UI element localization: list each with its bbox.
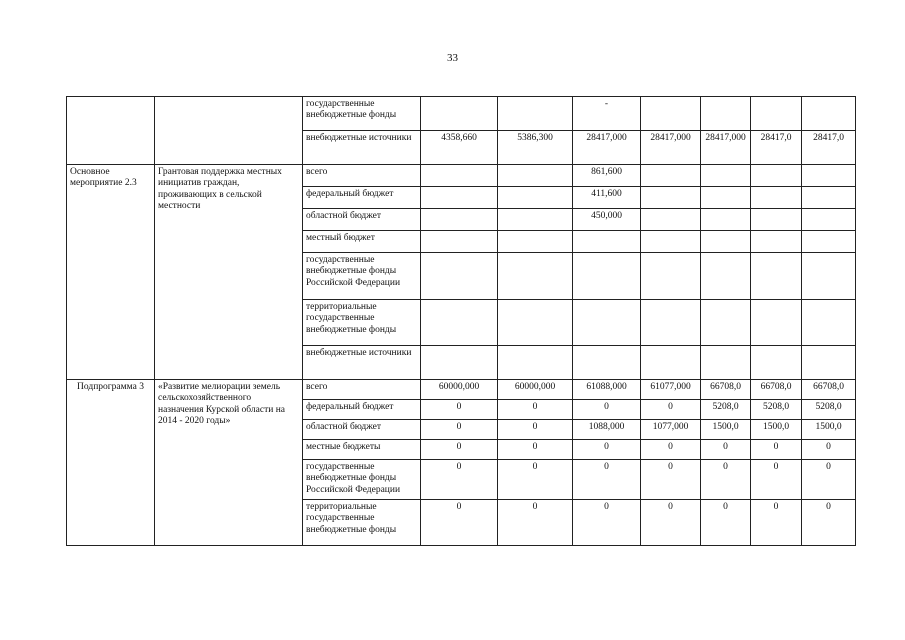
funding-source-cell: местный бюджет <box>303 231 421 253</box>
value-cell: 1077,000 <box>641 420 701 440</box>
value-cell <box>701 209 751 231</box>
value-cell: 861,600 <box>573 165 641 187</box>
value-cell <box>751 187 802 209</box>
value-cell <box>751 231 802 253</box>
value-cell <box>641 300 701 346</box>
value-cell: 0 <box>498 500 573 546</box>
value-cell: 0 <box>573 460 641 500</box>
value-cell: 0 <box>573 500 641 546</box>
value-cell <box>641 165 701 187</box>
page-number: 33 <box>447 52 458 64</box>
table-body <box>67 97 856 546</box>
value-cell: 0 <box>421 460 498 500</box>
funding-source-cell: областной бюджет <box>303 420 421 440</box>
budget-table <box>66 96 856 546</box>
value-cell: 0 <box>421 420 498 440</box>
value-cell: 0 <box>421 500 498 546</box>
value-cell <box>701 165 751 187</box>
value-cell <box>573 300 641 346</box>
status-cell: Подпрограмма 3 <box>67 380 155 546</box>
value-cell <box>751 209 802 231</box>
funding-source-cell: государственные внебюджетные фонды Российской Федерации <box>303 460 421 500</box>
value-cell <box>751 97 802 131</box>
value-cell <box>498 253 573 300</box>
value-cell <box>701 253 751 300</box>
value-cell <box>498 209 573 231</box>
value-cell: 5208,0 <box>802 400 856 420</box>
value-cell: 0 <box>751 460 802 500</box>
value-cell: 0 <box>498 460 573 500</box>
value-cell: 0 <box>701 500 751 546</box>
value-cell: 1500,0 <box>751 420 802 440</box>
value-cell: 0 <box>498 400 573 420</box>
value-cell: 61077,000 <box>641 380 701 400</box>
value-cell <box>701 231 751 253</box>
value-cell <box>498 165 573 187</box>
value-cell: 0 <box>751 440 802 460</box>
value-cell: 28417,000 <box>641 131 701 165</box>
value-cell: 0 <box>641 460 701 500</box>
value-cell: 5208,0 <box>701 400 751 420</box>
value-cell <box>641 231 701 253</box>
funding-source-cell: местные бюджеты <box>303 440 421 460</box>
value-cell: 0 <box>701 460 751 500</box>
funding-source-cell: федеральный бюджет <box>303 187 421 209</box>
value-cell <box>751 253 802 300</box>
value-cell <box>701 187 751 209</box>
value-cell <box>802 346 856 380</box>
status-cell <box>67 97 155 165</box>
value-cell <box>802 253 856 300</box>
funding-source-cell: государственные внебюджетные фонды <box>303 97 421 131</box>
value-cell: 66708,0 <box>751 380 802 400</box>
value-cell <box>421 165 498 187</box>
value-cell: 0 <box>802 460 856 500</box>
value-cell <box>802 165 856 187</box>
value-cell <box>421 209 498 231</box>
value-cell <box>421 253 498 300</box>
value-cell: 0 <box>641 440 701 460</box>
program-name-cell: Грантовая поддержка местных инициатив граждан, проживающих в сельской местности <box>155 165 303 380</box>
value-cell: 66708,0 <box>802 380 856 400</box>
value-cell: - <box>573 97 641 131</box>
value-cell <box>421 346 498 380</box>
value-cell <box>802 300 856 346</box>
value-cell: 411,600 <box>573 187 641 209</box>
table-row <box>67 97 856 131</box>
status-cell: Основное мероприятие 2.3 <box>67 165 155 380</box>
funding-source-cell: территориальные государственные внебюджетные фонды <box>303 500 421 546</box>
program-name-cell <box>155 97 303 165</box>
value-cell: 0 <box>421 440 498 460</box>
value-cell: 60000,000 <box>421 380 498 400</box>
value-cell <box>421 300 498 346</box>
value-cell: 0 <box>802 500 856 546</box>
value-cell: 0 <box>701 440 751 460</box>
value-cell <box>751 300 802 346</box>
value-cell <box>641 187 701 209</box>
value-cell: 5208,0 <box>751 400 802 420</box>
funding-source-cell: территориальные государственные внебюджетные фонды <box>303 300 421 346</box>
table-row <box>67 165 856 187</box>
value-cell: 0 <box>573 400 641 420</box>
funding-source-cell: внебюджетные источники <box>303 346 421 380</box>
value-cell <box>802 209 856 231</box>
value-cell: 0 <box>573 440 641 460</box>
value-cell <box>498 346 573 380</box>
table-row <box>67 380 856 400</box>
funding-source-cell: федеральный бюджет <box>303 400 421 420</box>
value-cell <box>701 346 751 380</box>
value-cell: 28417,0 <box>802 131 856 165</box>
value-cell <box>498 97 573 131</box>
value-cell: 66708,0 <box>701 380 751 400</box>
value-cell <box>421 231 498 253</box>
value-cell <box>802 231 856 253</box>
value-cell: 4358,660 <box>421 131 498 165</box>
value-cell: 0 <box>751 500 802 546</box>
value-cell <box>802 97 856 131</box>
funding-source-cell: внебюджетные источники <box>303 131 421 165</box>
value-cell <box>573 346 641 380</box>
value-cell: 450,000 <box>573 209 641 231</box>
value-cell: 28417,000 <box>573 131 641 165</box>
value-cell: 1500,0 <box>701 420 751 440</box>
value-cell <box>573 253 641 300</box>
value-cell <box>573 231 641 253</box>
value-cell <box>421 97 498 131</box>
funding-source-cell: всего <box>303 380 421 400</box>
value-cell <box>421 187 498 209</box>
funding-source-cell: областной бюджет <box>303 209 421 231</box>
funding-source-cell: всего <box>303 165 421 187</box>
value-cell <box>641 209 701 231</box>
value-cell: 0 <box>641 500 701 546</box>
value-cell <box>641 97 701 131</box>
value-cell <box>751 346 802 380</box>
value-cell <box>641 346 701 380</box>
value-cell <box>802 187 856 209</box>
value-cell: 28417,0 <box>751 131 802 165</box>
value-cell: 0 <box>498 420 573 440</box>
program-name-cell: «Развитие мелиорации земель сельскохозяйственного назначения Курской области на 2014 - 2020 годы» <box>155 380 303 546</box>
value-cell: 60000,000 <box>498 380 573 400</box>
value-cell <box>751 165 802 187</box>
value-cell: 0 <box>421 400 498 420</box>
value-cell: 1500,0 <box>802 420 856 440</box>
value-cell: 0 <box>498 440 573 460</box>
value-cell <box>701 97 751 131</box>
value-cell <box>498 231 573 253</box>
value-cell: 28417,000 <box>701 131 751 165</box>
value-cell: 0 <box>802 440 856 460</box>
value-cell: 1088,000 <box>573 420 641 440</box>
value-cell <box>498 300 573 346</box>
value-cell <box>641 253 701 300</box>
funding-source-cell: государственные внебюджетные фонды Российской Федерации <box>303 253 421 300</box>
value-cell: 61088,000 <box>573 380 641 400</box>
value-cell <box>701 300 751 346</box>
value-cell: 0 <box>641 400 701 420</box>
value-cell <box>498 187 573 209</box>
value-cell: 5386,300 <box>498 131 573 165</box>
